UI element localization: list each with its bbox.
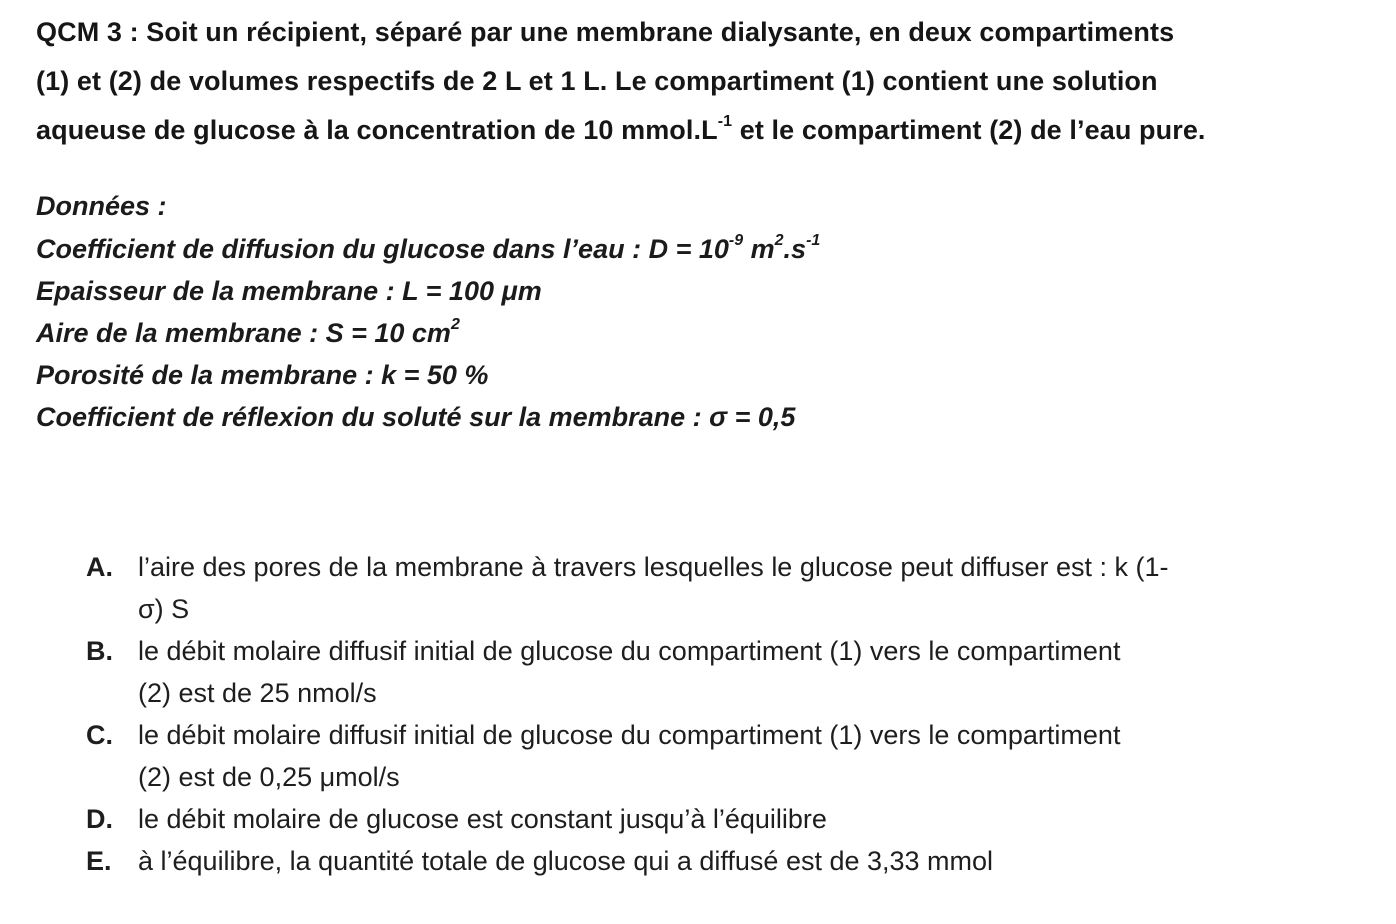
choice-a-line-2: σ) S xyxy=(138,594,190,624)
choice-c-line-1: le débit molaire diffusif initial de glucose du compartiment (1) vers le compartiment xyxy=(138,720,1121,750)
choice-e xyxy=(86,840,1376,882)
question-statement xyxy=(36,8,1376,155)
choice-e-line-1: à l’équilibre, la quantité totale de glucose qui a diffusé est de 3,33 mmol xyxy=(138,846,994,876)
question-line-1: QCM 3 : Soit un récipient, séparé par une membrane dialysante, en deux compartiments xyxy=(36,17,1175,47)
choice-c xyxy=(86,714,1376,798)
question-line-3-end: et le compartiment (2) de l’eau pure. xyxy=(732,115,1206,145)
data-reflection-coefficient: Coefficient de réflexion du soluté sur la membrane : σ = 0,5 xyxy=(36,402,796,432)
diffusion-unit-s: .s xyxy=(783,234,807,264)
data-membrane-thickness: Epaisseur de la membrane : L = 100 μm xyxy=(36,276,542,306)
choice-b-line-2: (2) est de 25 nmol/s xyxy=(138,678,377,708)
choice-letter: B. xyxy=(86,636,113,666)
choice-text xyxy=(138,714,1376,798)
diffusion-exponent-1: -9 xyxy=(728,232,744,249)
choice-letter: E. xyxy=(86,846,112,876)
answer-choices xyxy=(86,546,1376,882)
data-diffusion-coefficient xyxy=(36,228,1136,270)
choice-d xyxy=(86,798,1376,840)
choice-letter: C. xyxy=(86,720,113,750)
choice-a-line-1: l’aire des pores de la membrane à travers lesquelles le glucose peut diffuser est : k (1- xyxy=(138,552,1169,582)
diffusion-exponent-3: -1 xyxy=(806,232,821,249)
choice-b xyxy=(86,630,1376,714)
diffusion-unit-m: m xyxy=(743,234,775,264)
choice-text xyxy=(138,630,1376,714)
choice-letter: A. xyxy=(86,552,113,582)
data-membrane-porosity: Porosité de la membrane : k = 50 % xyxy=(36,360,489,390)
choice-b-line-1: le débit molaire diffusif initial de glucose du compartiment (1) vers le compartiment xyxy=(138,636,1121,666)
question-line-3-exponent: -1 xyxy=(717,113,733,130)
data-section xyxy=(36,186,1136,438)
data-membrane-area xyxy=(36,312,1136,354)
diffusion-label: Coefficient de diffusion du glucose dans l’eau : D = 10 xyxy=(36,234,729,264)
question-line-3-text: aqueuse de glucose à la concentration de 10 mmol.L xyxy=(36,115,718,145)
choice-letter: D. xyxy=(86,804,113,834)
data-heading: Données : xyxy=(36,191,167,221)
area-label: Aire de la membrane : S = 10 cm xyxy=(36,318,451,348)
area-exponent: 2 xyxy=(450,316,460,333)
choice-c-line-2: (2) est de 0,25 μmol/s xyxy=(138,762,400,792)
question-line-2: (1) et (2) de volumes respectifs de 2 L et 1 L. Le compartiment (1) contient une solution xyxy=(36,66,1158,96)
choice-a xyxy=(86,546,1376,630)
choice-text xyxy=(138,546,1376,630)
diffusion-exponent-2: 2 xyxy=(774,232,784,249)
question-line-3 xyxy=(36,106,1376,155)
choice-d-line-1: le débit molaire de glucose est constant jusqu’à l’équilibre xyxy=(138,804,827,834)
